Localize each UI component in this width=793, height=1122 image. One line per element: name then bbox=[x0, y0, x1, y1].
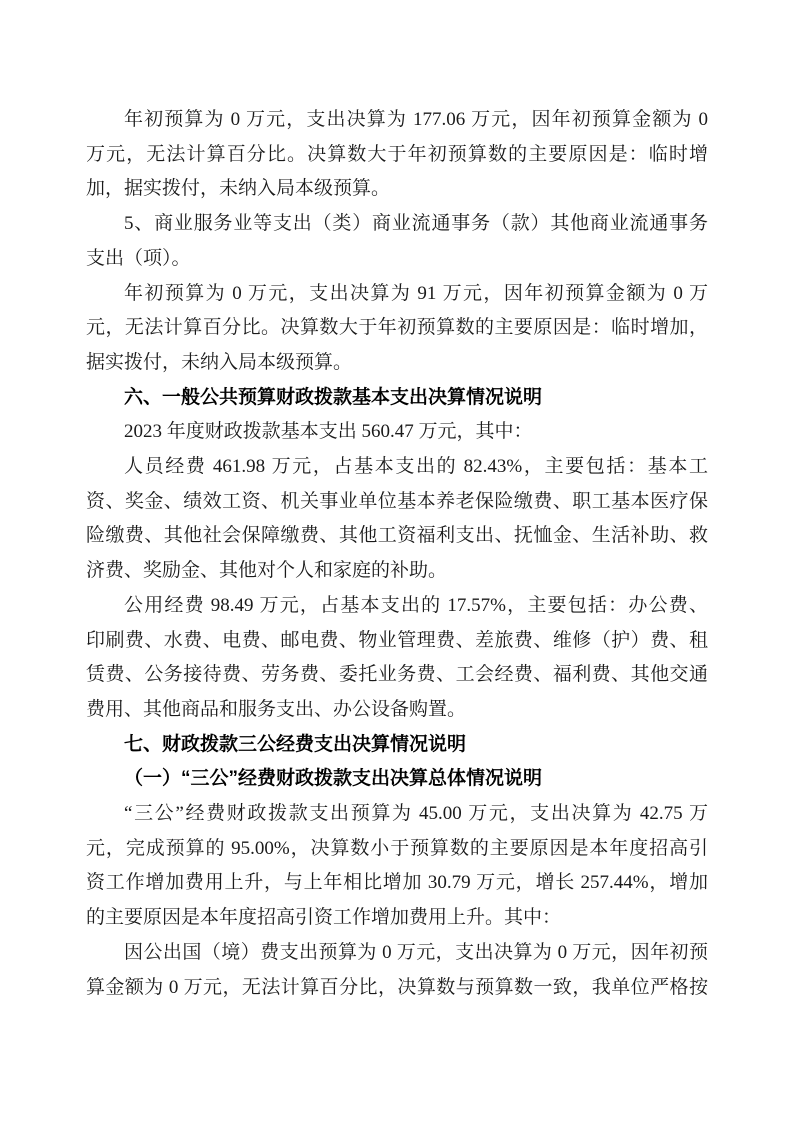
text-line: 的主要原因是本年度招高引资工作增加费用上升。其中： bbox=[86, 907, 562, 929]
text-line: 险缴费、其他社会保障缴费、其他工资福利支出、抚恤金、生活补助、救 bbox=[86, 525, 708, 547]
text-line: 济费、奖励金、其他对个人和家庭的补助。 bbox=[86, 560, 448, 582]
text-line: 印刷费、水费、电费、邮电费、物业管理费、差旅费、维修（护）费、租 bbox=[86, 629, 708, 651]
heading-section-6: 六、一般公共预算财政拨款基本支出决算情况说明 bbox=[124, 386, 543, 408]
text-line: 资工作增加费用上升，与上年相比增加 30.79 万元，增长 257.44%，增加 bbox=[86, 872, 708, 894]
document-text-block bbox=[86, 103, 708, 1005]
text-line: 公用经费 98.49 万元，占基本支出的 17.57%，主要包括：办公费、 bbox=[124, 594, 708, 616]
text-line: 人员经费 461.98 万元，占基本支出的 82.43%，主要包括：基本工 bbox=[124, 456, 708, 478]
text-line: “三公”经费财政拨款支出预算为 45.00 万元，支出决算为 42.75 万 bbox=[124, 803, 708, 825]
text-line: 费用、其他商品和服务支出、办公设备购置。 bbox=[86, 698, 467, 720]
heading-section-7: 七、财政拨款三公经费支出决算情况说明 bbox=[124, 733, 467, 755]
text-line: 5、商业服务业等支出（类）商业流通事务（款）其他商业流通事务 bbox=[124, 213, 708, 235]
text-line: 赁费、公务接待费、劳务费、委托业务费、工会经费、福利费、其他交通 bbox=[86, 664, 708, 686]
heading-subsection-1: （一）“三公”经费财政拨款支出决算总体情况说明 bbox=[124, 768, 543, 790]
text-line: 年初预算为 0 万元，支出决算为 177.06 万元，因年初预算金额为 0 bbox=[124, 109, 708, 130]
text-line: 年初预算为 0 万元，支出决算为 91 万元，因年初预算金额为 0 万 bbox=[124, 282, 708, 304]
text-line: 万元，无法计算百分比。决算数大于年初预算数的主要原因是：临时增 bbox=[86, 143, 708, 165]
text-line: 据实拨付，未纳入局本级预算。 bbox=[86, 351, 353, 373]
text-line: 因公出国（境）费支出预算为 0 万元，支出决算为 0 万元，因年初预 bbox=[124, 941, 708, 963]
text-line: 2023 年度财政拨款基本支出 560.47 万元，其中： bbox=[124, 421, 533, 443]
text-line: 加，据实拨付，未纳入局本级预算。 bbox=[86, 178, 391, 200]
text-line: 元，无法计算百分比。决算数大于年初预算数的主要原因是：临时增加， bbox=[86, 317, 708, 339]
text-line: 算金额为 0 万元，无法计算百分比，决算数与预算数一致，我单位严格按 bbox=[86, 976, 708, 998]
text-line: 元，完成预算的 95.00%，决算数小于预算数的主要原因是本年度招高引 bbox=[86, 837, 708, 859]
text-line: 支出（项）。 bbox=[86, 247, 191, 269]
text-line: 资、奖金、绩效工资、机关事业单位基本养老保险缴费、职工基本医疗保 bbox=[86, 490, 708, 512]
